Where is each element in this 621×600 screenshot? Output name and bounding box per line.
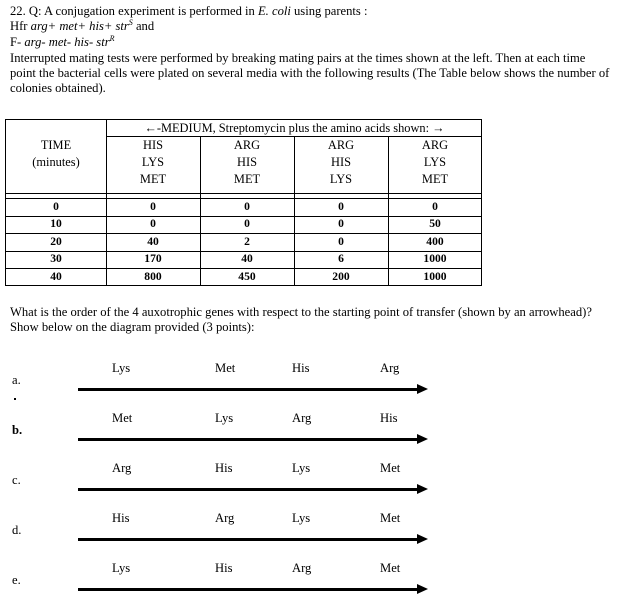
colony-count-cell: 0 (244, 200, 250, 213)
question-title: 22. Q: A conjugation experiment is performed in E. coli using parents : (10, 4, 368, 18)
colony-count-cell: 40 (147, 235, 159, 248)
chromosome-line (78, 438, 418, 441)
chromosome-line (78, 588, 418, 591)
column-header-3-line-3: LYS (329, 172, 353, 186)
time-cell: 30 (50, 252, 62, 265)
gene-label: Met (380, 511, 401, 525)
gene-label: Arg (380, 361, 400, 375)
results-table (5, 119, 482, 286)
colony-count-cell: 0 (338, 217, 344, 230)
time-cell: 0 (53, 200, 59, 213)
option-label: c. (12, 473, 21, 487)
colony-count-cell: 0 (150, 217, 156, 230)
gene-label: Lys (112, 361, 131, 375)
chromosome-line (78, 538, 418, 541)
gene-label: Met (380, 461, 401, 475)
option-label: a. (12, 373, 21, 387)
option-label: d. (12, 523, 22, 537)
column-header-2-line-3: MET (233, 172, 261, 186)
colony-count-cell: 400 (426, 235, 444, 248)
gene-label: Met (215, 361, 236, 375)
column-header-3-line-1: ARG (327, 138, 355, 152)
time-cell: 20 (50, 235, 62, 248)
option-label: e. (12, 573, 21, 587)
gene-label: His (292, 361, 310, 375)
colony-count-cell: 40 (241, 252, 253, 265)
column-header-2-line-2: HIS (237, 155, 257, 169)
colony-count-cell: 0 (244, 217, 250, 230)
gene-label: Lys (112, 561, 131, 575)
gene-label: His (215, 561, 233, 575)
column-header-4-line-1: ARG (421, 138, 449, 152)
time-cell: 40 (50, 270, 62, 283)
hfr-parent: Hfr arg+ met+ his+ str$^S$ and (10, 17, 155, 33)
colony-count-cell: 0 (338, 200, 344, 213)
colony-count-cell: 0 (432, 200, 438, 213)
medium-header: ←-MEDIUM, Streptomycin plus the amino acids shown: → (144, 121, 445, 135)
colony-count-cell: 200 (332, 270, 350, 283)
gene-label: Arg (292, 411, 312, 425)
stray-mark (14, 398, 16, 400)
gene-label: Met (380, 561, 401, 575)
column-header-4-line-2: LYS (423, 155, 447, 169)
gene-label: His (380, 411, 398, 425)
gene-label: His (215, 461, 233, 475)
column-header-1-line-1: HIS (143, 138, 163, 152)
colony-count-cell: 50 (429, 217, 441, 230)
experiment-description: Interrupted mating tests were performed by breaking mating pairs at the times shown at the left. Then at each time point the bacterial cells were plated on several media with the following results (The Table below shows the number of colonies obtained). (10, 51, 610, 95)
gene-label: Lys (292, 511, 311, 525)
time-header-2: (minutes) (32, 155, 80, 169)
column-header-3-line-2: HIS (331, 155, 351, 169)
arrowhead-icon (417, 534, 428, 544)
gene-label: Met (112, 411, 133, 425)
column-header-4-line-3: MET (421, 172, 449, 186)
chromosome-line (78, 488, 418, 491)
colony-count-cell: 800 (144, 270, 162, 283)
gene-label: Lys (215, 411, 234, 425)
f-minus-parent: F- arg- met- his- str$^R$ (10, 33, 115, 49)
arrowhead-icon (417, 434, 428, 444)
time-cell: 10 (50, 217, 62, 230)
column-header-1-line-2: LYS (141, 155, 165, 169)
column-header-1-line-3: MET (139, 172, 167, 186)
colony-count-cell: 170 (144, 252, 162, 265)
arrowhead-icon (417, 584, 428, 594)
colony-count-cell: 1000 (423, 270, 447, 283)
option-label: b. (12, 423, 23, 437)
colony-count-cell: 6 (338, 252, 344, 265)
question-prompt: What is the order of the 4 auxotrophic genes with respect to the starting point of transfer (shown by an arrowhead)? Show below on the diagram provided (3 points): (10, 305, 592, 334)
colony-count-cell: 450 (238, 270, 256, 283)
gene-label: His (112, 511, 130, 525)
time-header-1: TIME (40, 138, 72, 152)
colony-count-cell: 2 (244, 235, 250, 248)
arrowhead-icon (417, 384, 428, 394)
arrowhead-icon (417, 484, 428, 494)
colony-count-cell: 0 (338, 235, 344, 248)
gene-label: Arg (112, 461, 132, 475)
colony-count-cell: 0 (150, 200, 156, 213)
chromosome-line (78, 388, 418, 391)
gene-label: Arg (215, 511, 235, 525)
gene-label: Lys (292, 461, 311, 475)
column-header-2-line-1: ARG (233, 138, 261, 152)
colony-count-cell: 1000 (423, 252, 447, 265)
gene-label: Arg (292, 561, 312, 575)
